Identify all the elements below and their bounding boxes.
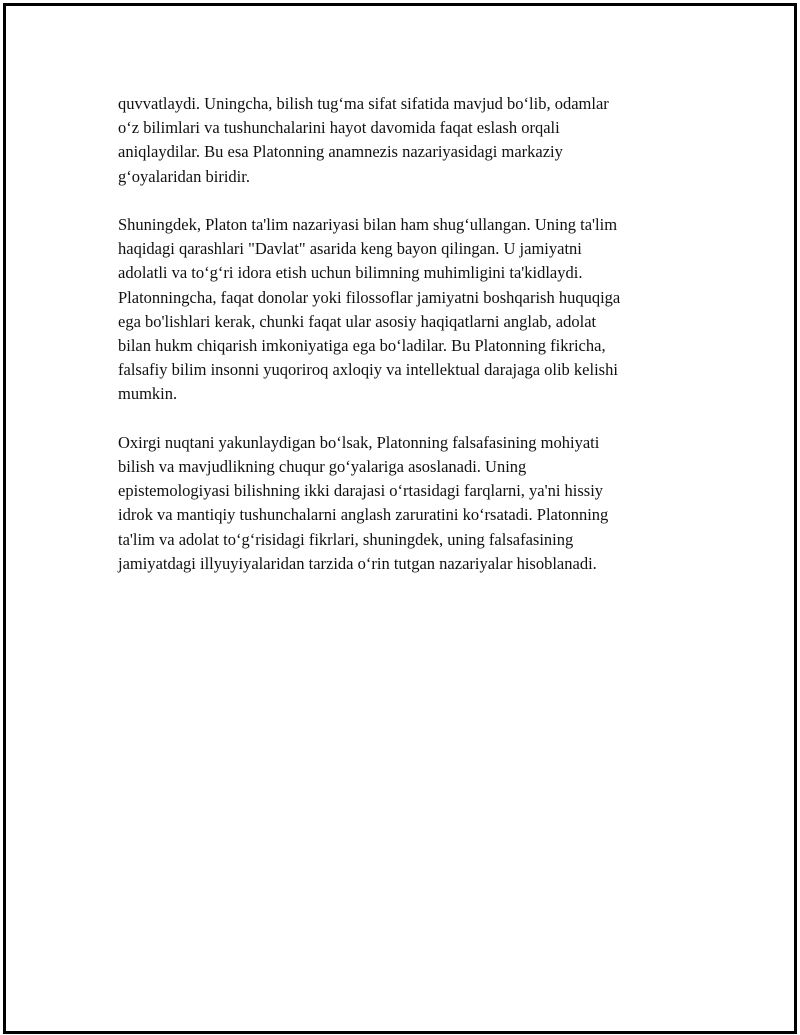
text-line: bilish va mavjudlikning chuqur go‘yalariga asoslanadi. Uning bbox=[118, 457, 527, 477]
text-line: g‘oyalaridan biridir. bbox=[118, 166, 250, 186]
paragraph-2 bbox=[118, 213, 688, 407]
text-line: falsafiy bilim insonni yuqoriroq axloqiy va intellektual darajaga olib kelishi bbox=[118, 360, 618, 380]
paragraph-3 bbox=[118, 431, 688, 576]
text-line: Platonningcha, faqat donolar yoki filossoflar jamiyatni boshqarish huquqiga bbox=[118, 287, 621, 307]
paragraph-1 bbox=[118, 92, 688, 189]
text-line: ega bo'lishlari kerak, chunki faqat ular asosiy haqiqatlarni anglab, adolat bbox=[118, 311, 597, 331]
text-line: jamiyatdagi illyuyiyalaridan tarzida o‘rin tutgan nazariyalar hisoblanadi. bbox=[118, 553, 597, 573]
text-line: Shuningdek, Platon ta'lim nazariyasi bilan ham shug‘ullangan. Uning ta'lim bbox=[118, 215, 618, 234]
text-line: bilan hukm chiqarish imkoniyatiga ega bo‘ladilar. Bu Platonning fikricha, bbox=[118, 336, 606, 356]
text-line: haqidagi qarashlari "Davlat" asarida keng bayon qilingan. U jamiyatni bbox=[118, 239, 582, 259]
text-line: epistemologiyasi bilishning ikki darajasi o‘rtasidagi farqlarni, ya'ni hissiy bbox=[118, 481, 604, 501]
text-line: ta'lim va adolat to‘g‘risidagi fikrlari, shuningdek, uning falsafasining bbox=[118, 529, 574, 549]
document-body bbox=[118, 92, 688, 600]
text-line: o‘z bilimlari va tushunchalarini hayot davomida faqat eslash orqali bbox=[118, 118, 560, 138]
text-line: Oxirgi nuqtani yakunlaydigan bo‘lsak, Platonning falsafasining mohiyati bbox=[118, 432, 600, 452]
text-line: mumkin. bbox=[118, 384, 178, 404]
text-line: aniqlaydilar. Bu esa Platonning anamnezis nazariyasidagi markaziy bbox=[118, 142, 563, 162]
text-line: adolatli va to‘g‘ri idora etish uchun bilimning muhimligini ta'kidlaydi. bbox=[118, 263, 583, 283]
text-line: idrok va mantiqiy tushunchalarni anglash zaruratini ko‘rsatadi. Platonning bbox=[118, 505, 609, 525]
text-line: quvvatlaydi. Uningcha, bilish tug‘ma sifat sifatida mavjud bo‘lib, odamlar bbox=[118, 94, 609, 113]
